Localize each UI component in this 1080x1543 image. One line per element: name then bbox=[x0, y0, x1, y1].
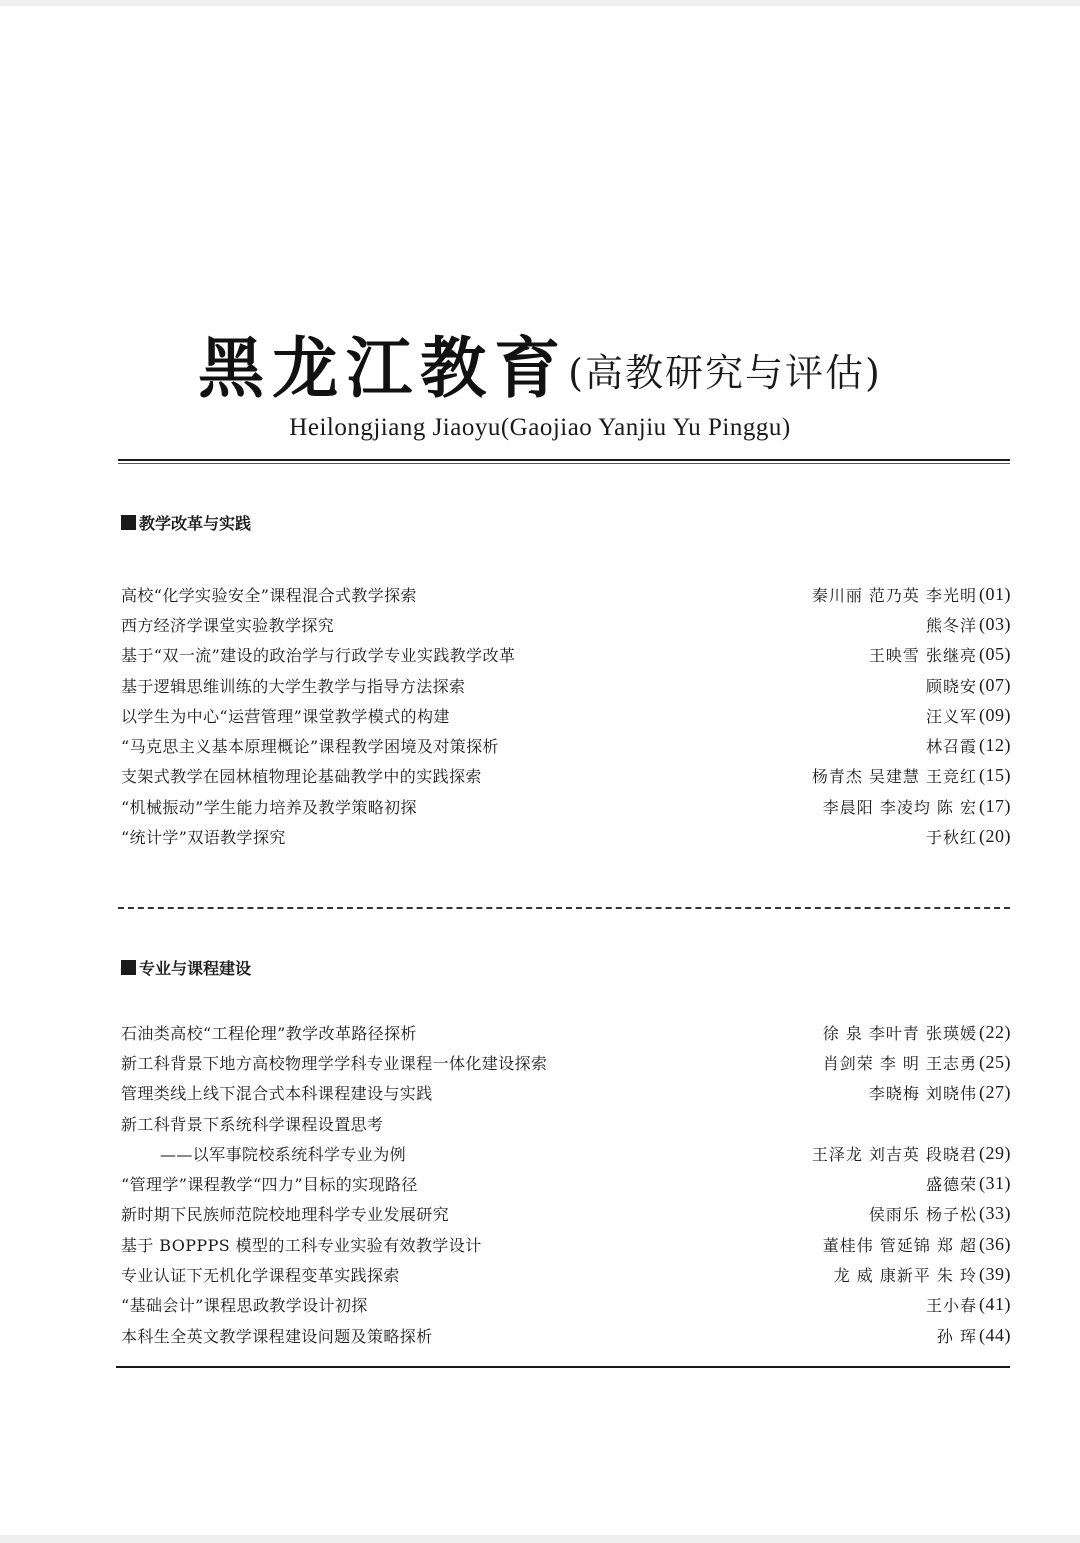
toc-entry-title: 基于“双一流”建设的政治学与行政学专业实践教学改革 bbox=[121, 646, 516, 666]
toc-entry-authors: 秦川丽 范乃英 李光明 bbox=[811, 585, 977, 605]
bottom-scan-edge bbox=[0, 1535, 1080, 1543]
toc-entry-page: (27) bbox=[979, 1082, 1011, 1103]
toc-entry-title: 基于 BOPPPS 模型的工科专业实验有效教学设计 bbox=[121, 1235, 482, 1255]
toc-entry-authors: 徐 泉 李叶青 张瑛媛 bbox=[822, 1023, 977, 1043]
header-rule-thin bbox=[118, 463, 1010, 464]
black-square-icon bbox=[121, 515, 136, 530]
toc-entry-title: 新工科背景下系统科学课程设置思考 bbox=[121, 1114, 384, 1134]
toc-entry-authors: 王小春 bbox=[925, 1296, 977, 1316]
toc-entry[interactable] bbox=[121, 1017, 1011, 1047]
toc-entry[interactable] bbox=[121, 1168, 1011, 1198]
toc-entry-authors: 盛德荣 bbox=[925, 1175, 977, 1195]
toc-entry-title: 以学生为中心“运营管理”课堂教学模式的构建 bbox=[121, 706, 450, 726]
toc-entry[interactable] bbox=[121, 761, 1011, 791]
toc-entry-authors: 熊冬洋 bbox=[925, 615, 977, 635]
toc-entry[interactable] bbox=[121, 700, 1011, 730]
black-square-icon bbox=[121, 960, 136, 975]
footer-rule bbox=[116, 1366, 1010, 1368]
toc-entry-page: (39) bbox=[979, 1264, 1011, 1285]
toc-entry-page: (22) bbox=[979, 1021, 1011, 1042]
toc-entry-authors: 王映雪 张继亮 bbox=[868, 646, 977, 666]
toc-entry-title: 支架式教学在园林植物理论基础教学中的实践探索 bbox=[121, 767, 482, 787]
toc-entry[interactable] bbox=[121, 579, 1011, 609]
section-heading-label: 专业与课程建设 bbox=[139, 958, 252, 978]
toc-entry-authors: 杨青杰 吴建慧 王竞红 bbox=[811, 767, 977, 787]
toc-entry[interactable] bbox=[121, 791, 1011, 821]
toc-entry-authors: 龙 威 康新平 朱 玲 bbox=[833, 1266, 977, 1286]
toc-list-major-course bbox=[121, 1017, 1011, 1350]
toc-entry[interactable] bbox=[121, 1108, 1011, 1138]
journal-masthead bbox=[0, 328, 1080, 418]
toc-entry-page: (29) bbox=[979, 1142, 1011, 1163]
journal-english-title: Heilongjiang Jiaoyu(Gaojiao Yanjiu Yu Pinggu) bbox=[289, 414, 791, 441]
toc-entry[interactable] bbox=[121, 1047, 1011, 1077]
top-scan-edge bbox=[0, 0, 1080, 6]
toc-entry-title: “马克思主义基本原理概论”课程教学困境及对策探析 bbox=[121, 737, 499, 757]
toc-entry-title: 专业认证下无机化学课程变革实践探索 bbox=[121, 1266, 400, 1286]
toc-entry-title: 管理类线上线下混合式本科课程建设与实践 bbox=[121, 1084, 433, 1104]
toc-entry[interactable] bbox=[121, 1259, 1011, 1289]
toc-entry-authors: 李晓梅 刘晓伟 bbox=[868, 1084, 977, 1104]
toc-entry-authors: 于秋红 bbox=[925, 828, 977, 848]
toc-entry[interactable] bbox=[121, 821, 1011, 851]
toc-entry-authors: 董桂伟 管延锦 郑 超 bbox=[822, 1235, 977, 1255]
toc-entry-title: “机械振动”学生能力培养及教学策略初探 bbox=[121, 797, 417, 817]
toc-entry[interactable] bbox=[121, 609, 1011, 639]
toc-entry-authors: 王泽龙 刘吉英 段晓君 bbox=[811, 1144, 977, 1164]
toc-entry-page: (25) bbox=[979, 1051, 1011, 1072]
toc-entry[interactable] bbox=[121, 1078, 1011, 1108]
toc-entry-authors: 顾晓安 bbox=[925, 676, 977, 696]
toc-entry[interactable] bbox=[121, 670, 1011, 700]
toc-entry-authors: 肖剑荣 李 明 王志勇 bbox=[822, 1053, 977, 1073]
toc-entry-page: (12) bbox=[979, 735, 1011, 756]
toc-entry-subtitle: ——以军事院校系统科学专业为例 bbox=[160, 1144, 407, 1164]
toc-entry[interactable] bbox=[121, 1320, 1011, 1350]
toc-entry[interactable] bbox=[121, 1138, 1011, 1168]
toc-entry-page: (05) bbox=[979, 644, 1011, 665]
toc-entry-authors: 孙 珲 bbox=[936, 1326, 977, 1346]
toc-entry-page: (36) bbox=[979, 1233, 1011, 1254]
section-heading-label: 教学改革与实践 bbox=[139, 513, 252, 533]
toc-entry-page: (44) bbox=[979, 1324, 1011, 1345]
journal-subtitle: (高教研究与评估) bbox=[568, 351, 882, 395]
toc-entry[interactable] bbox=[121, 1229, 1011, 1259]
toc-entry-title: 新工科背景下地方高校物理学学科专业课程一体化建设探索 bbox=[121, 1053, 548, 1073]
toc-entry-title: 基于逻辑思维训练的大学生教学与指导方法探索 bbox=[121, 676, 466, 696]
section-heading-major-course bbox=[121, 955, 251, 979]
toc-entry[interactable] bbox=[121, 1199, 1011, 1229]
toc-entry[interactable] bbox=[121, 730, 1011, 760]
toc-entry-page: (15) bbox=[979, 765, 1011, 786]
toc-entry-title: 西方经济学课堂实验教学探究 bbox=[121, 615, 335, 635]
toc-entry-page: (01) bbox=[979, 583, 1011, 604]
toc-entry[interactable] bbox=[121, 1290, 1011, 1320]
toc-entry-title: “管理学”课程教学“四力”目标的实现路径 bbox=[121, 1175, 418, 1195]
toc-entry-authors: 林召霞 bbox=[925, 737, 977, 757]
toc-entry-page: (31) bbox=[979, 1173, 1011, 1194]
toc-entry-page: (03) bbox=[979, 613, 1011, 634]
toc-entry-authors: 汪义军 bbox=[925, 706, 977, 726]
toc-list-teaching-reform bbox=[121, 579, 1011, 852]
toc-entry-title: 新时期下民族师范院校地理科学专业发展研究 bbox=[121, 1205, 450, 1225]
toc-entry-page: (17) bbox=[979, 795, 1011, 816]
toc-entry-title: “基础会计”课程思政教学设计初探 bbox=[121, 1296, 368, 1316]
toc-entry[interactable] bbox=[121, 640, 1011, 670]
toc-entry-page: (09) bbox=[979, 704, 1011, 725]
toc-entry-authors: 侯雨乐 杨子松 bbox=[868, 1205, 977, 1225]
toc-entry-title: 本科生全英文教学课程建设问题及策略探析 bbox=[121, 1326, 433, 1346]
section-divider bbox=[118, 907, 1010, 909]
toc-entry-page: (20) bbox=[979, 826, 1011, 847]
toc-entry-authors: 李晨阳 李凌均 陈 宏 bbox=[822, 797, 977, 817]
toc-entry-page: (07) bbox=[979, 674, 1011, 695]
toc-entry-page: (33) bbox=[979, 1203, 1011, 1224]
toc-entry-title: “统计学”双语教学探究 bbox=[121, 828, 286, 848]
toc-entry-title: 石油类高校“工程伦理”教学改革路径探析 bbox=[121, 1023, 417, 1043]
journal-title: 黑龙江教育 bbox=[198, 329, 569, 407]
toc-entry-page: (41) bbox=[979, 1294, 1011, 1315]
section-heading-teaching-reform bbox=[121, 510, 251, 534]
header-rule bbox=[118, 459, 1010, 461]
toc-entry-title: 高校“化学实验安全”课程混合式教学探索 bbox=[121, 585, 417, 605]
